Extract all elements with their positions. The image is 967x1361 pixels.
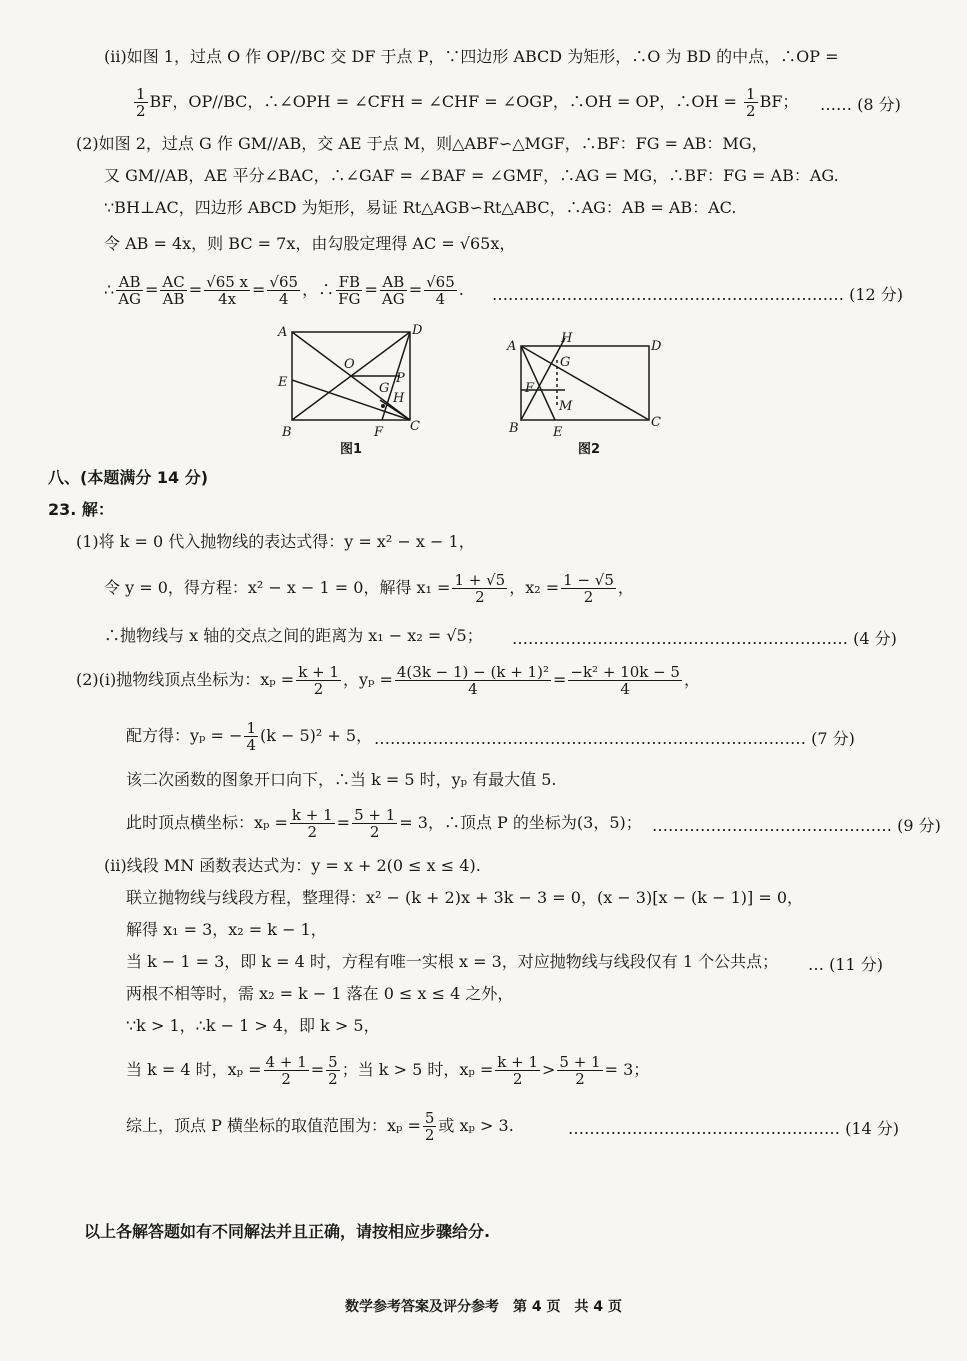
text-line: (2)如图 2，过点 G 作 GM//AB，交 AE 于点 M，则△ABF∽△MGF，∴BF：FG = AB：MG， [76,134,768,153]
text-line: 综上，顶点 P 横坐标的取值范围为：xₚ = $\frac{5}{2}$ 或 xₚ > 3. [126,1109,514,1144]
text-line: 此时顶点横坐标：xₚ = $\frac{k + 1}{2}$ = $\frac{5 + 1}{2}$ = 3，∴顶点 P 的坐标为(3，5)； [126,806,642,841]
figure-1-caption: 图1 [340,442,363,457]
score-mark: …………………………………………… (14 分) [568,1119,900,1138]
text-line: 当 k − 1 = 3，即 k = 4 时，方程有唯一实根 x = 3，对应抛物线与线段仅有 1 个公共点； [126,952,779,971]
fig1-label-E: E [278,375,288,390]
text-line: (ii)线段 MN 函数表达式为：y = x + 2(0 ≤ x ≤ 4). [104,856,481,875]
fig1-label-B: B [282,425,292,438]
text-line: $\frac{1}{2}$ BF，OP//BC，∴∠OPH = ∠CFH = ∠CHF = ∠OGP，∴OH = OP，∴OH = $\frac{1}{2}$ BF； [136,85,799,120]
fig1-label-D: D [412,323,423,338]
grading-note: 以上各解答题如有不同解法并且正确，请按相应步骤给分. [84,1222,491,1241]
text-line: (2)(i)抛物线顶点坐标为：xₚ = $\frac{k + 1}{2}$ ，yₚ = $\frac{\text{4(3k − 1) − (k + 1)²}}{4}$ = $\frac{\text{−k² + 10k − 5}}{4}$ ， [76,663,700,698]
text-line: 又 GM//AB，AE 平分∠BAC，∴∠GAF = ∠BAF = ∠GMF，∴AG = MG，∴BF：FG = AB：AG. [104,166,839,185]
fig1-label-C: C [410,419,420,434]
figure-2 [505,330,675,440]
fig1-label-A: A [278,325,288,340]
fig1-label-P: P [396,371,405,386]
fraction: $\frac{1}{2}$ [136,85,146,120]
section-heading: 八、(本题满分 14 分) [48,468,209,487]
text-line: 两根不相等时，需 x₂ = k − 1 落在 0 ≤ x ≤ 4 之外， [126,984,514,1003]
fig2-label-E: E [553,425,563,440]
text-line: ∵k > 1，∴k − 1 > 4，即 k > 5， [126,1016,380,1035]
fig2-label-F: F [525,381,535,396]
text-line: 联立抛物线与线段方程，整理得：x² − (k + 2)x + 3k − 3 = 0，(x − 3)[x − (k − 1)] = 0， [126,888,803,907]
text-line: ∵BH⊥AC，四边形 ABCD 为矩形，易证 Rt△AGB∽Rt△ABC，∴AG：AB = AB：AC. [104,198,737,217]
figure-1 [270,318,440,438]
score-mark: ……………………………………… (9 分) [652,816,941,835]
score-mark: …… (8 分) [820,95,901,114]
fig1-label-G: G [379,381,390,396]
score-mark: ……………………………………………………………………… (7 分) [374,729,855,748]
fig2-label-A: A [507,339,517,354]
fig2-label-H: H [561,331,573,346]
text-line: (ii)如图 1，过点 O 作 OP//BC 交 DF 于点 P，∵四边形 ABCD 为矩形，∴O 为 BD 的中点，∴OP = [104,47,839,66]
text-line: ∴抛物线与 x 轴的交点之间的距离为 x₁ − x₂ = √5； [104,626,483,645]
text-line: 解得 x₁ = 3，x₂ = k − 1， [126,920,327,939]
score-mark: ……………………………………………………… (4 分) [512,629,897,648]
text-line: 当 k = 4 时，xₚ = $\frac{4 + 1}{2}$ = $\frac{5}{2}$ ；当 k > 5 时，xₚ = $\frac{k + 1}{2}$ > $\frac{5 + 1}{2}$ = 3； [126,1053,650,1088]
fig1-label-F: F [374,425,384,438]
fig2-label-B: B [509,421,519,436]
fraction: $\frac{1}{2}$ [746,85,756,120]
text-line: ∴ $\frac{AB}{AG}$ = $\frac{AC}{AB}$ = $\frac{√65 x}{4x}$ = $\frac{√65}{4}$ ，∴ $\frac{FB}{FG}$ = $\frac{AB}{AG}$ = $\frac{√65}{4}$ . [104,273,464,308]
text-line: 配方得：yₚ = − $\frac{1}{4}$ (k − 5)² + 5， [126,719,373,754]
figure-2-caption: 图2 [578,442,601,457]
text-line: 令 AB = 4x，则 BC = 7x，由勾股定理得 AC = √65x， [104,234,516,253]
score-mark: ………………………………………………………… (12 分) [492,285,904,304]
fig2-label-M: M [559,399,573,414]
text-line: (1)将 k = 0 代入抛物线的表达式得：y = x² − x − 1， [76,532,475,551]
fig2-label-D: D [651,339,662,354]
fig2-label-C: C [651,415,661,430]
text-line: 该二次函数的图象开口向下，∴当 k = 5 时，yₚ 有最大值 5. [126,770,557,789]
question-number: 23. 解： [48,500,114,519]
page-footer: 数学参考答案及评分参考 第 4 页 共 4 页 [345,1299,622,1315]
text-line: 令 y = 0，得方程：x² − x − 1 = 0，解得 x₁ = $\frac{1 + √5}{2}$ ，x₂ = $\frac{1 - √5}{2}$ ， [104,571,634,606]
fig2-label-G: G [560,355,571,370]
fig1-label-O: O [344,357,355,372]
score-mark: … (11 分) [808,955,884,974]
fig1-label-H: H [393,391,405,406]
